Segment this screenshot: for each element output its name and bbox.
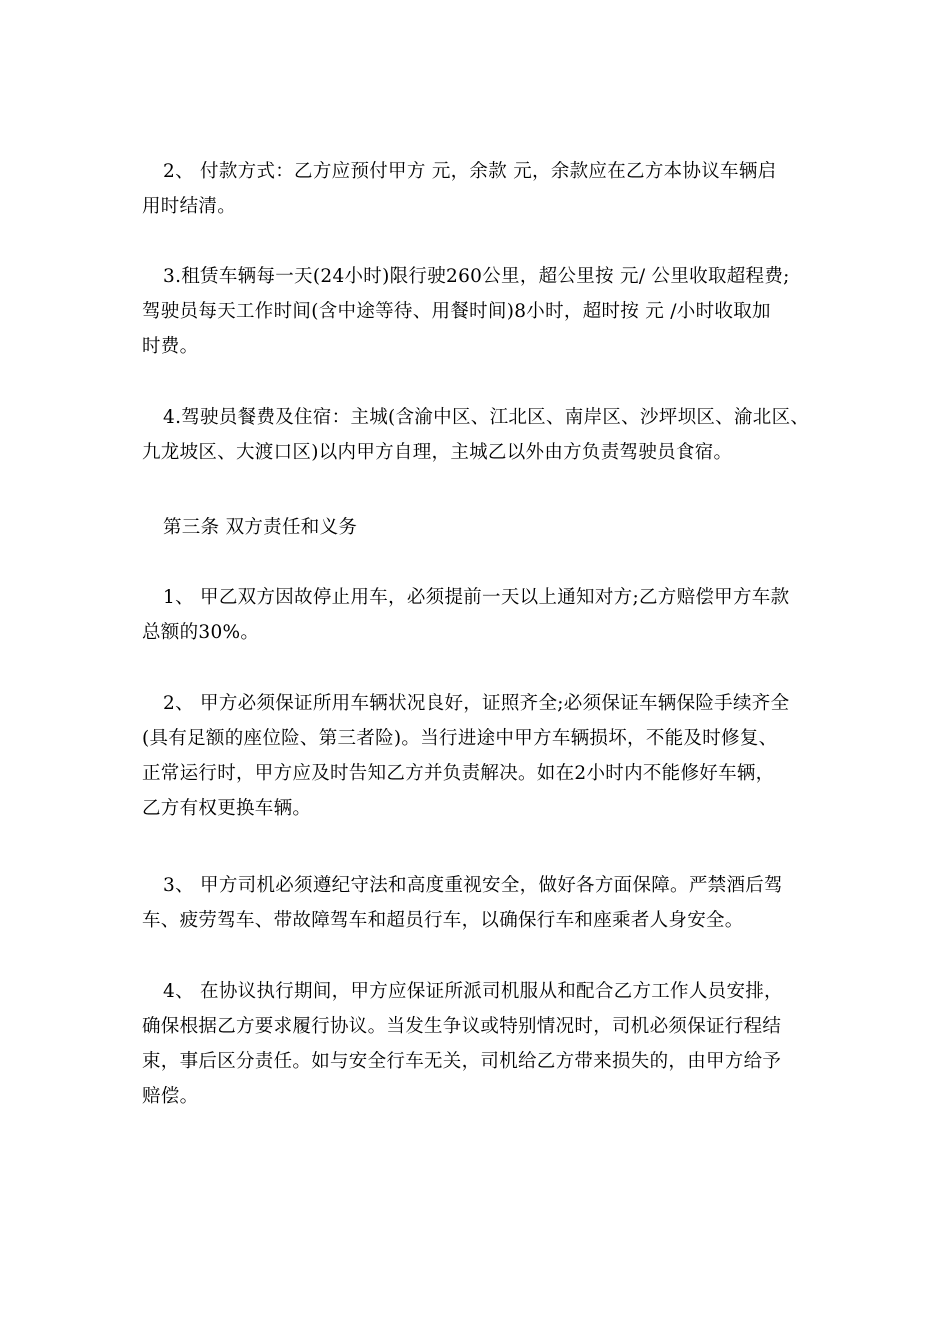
paragraph-payment-method: [142, 154, 832, 224]
paragraph-line: 3、 甲方司机必须遵纪守法和高度重视安全，做好各方面保障。严禁酒后驾: [163, 875, 783, 896]
paragraph-agreement-execution: [142, 974, 832, 1114]
paragraph-line: 驾驶员每天工作时间(含中途等待、用餐时间)8小时，超时按 元 /小时收取加: [142, 301, 771, 322]
paragraph-vehicle-condition: [142, 686, 832, 826]
paragraph-line: 时费。: [142, 336, 199, 357]
section-heading: 第三条 双方责任和义务: [163, 517, 358, 538]
paragraph-mileage-limit: [142, 259, 832, 364]
paragraph-line: 3.租赁车辆每一天(24小时)限行驶260公里，超公里按 元/ 公里收取超程费;: [163, 266, 790, 287]
paragraph-cancellation: [142, 580, 832, 650]
paragraph-line: 车、疲劳驾车、带故障驾车和超员行车，以确保行车和座乘者人身安全。: [142, 910, 744, 931]
paragraph-line: 赔偿。: [142, 1086, 199, 1107]
paragraph-line: 用时结清。: [142, 196, 237, 217]
paragraph-line: 4.驾驶员餐费及住宿：主城(含渝中区、江北区、南岸区、沙坪坝区、渝北区、: [163, 407, 810, 428]
paragraph-line: 4、 在协议执行期间，甲方应保证所派司机服从和配合乙方工作人员安排，: [163, 981, 783, 1002]
paragraph-driver-meals-lodging: [142, 400, 832, 470]
paragraph-line: 九龙坡区、大渡口区)以内甲方自理，主城乙以外由方负责驾驶员食宿。: [142, 442, 733, 463]
paragraph-line: 束，事后区分责任。如与安全行车无关，司机给乙方带来损失的，由甲方给予: [142, 1051, 782, 1072]
paragraph-line: 2、 付款方式：乙方应预付甲方 元，余款 元，余款应在乙方本协议车辆启: [163, 161, 777, 182]
section-heading-responsibilities: [142, 510, 832, 545]
paragraph-line: 乙方有权更换车辆。: [142, 798, 312, 819]
paragraph-line: 确保根据乙方要求履行协议。当发生争议或特别情况时，司机必须保证行程结: [142, 1016, 782, 1037]
paragraph-line: 总额的30%。: [142, 622, 260, 643]
paragraph-line: 2、 甲方必须保证所用车辆状况良好，证照齐全;必须保证车辆保险手续齐全: [163, 693, 790, 714]
paragraph-line: (具有足额的座位险、第三者险)。当行进途中甲方车辆损坏，不能及时修复、: [142, 728, 778, 749]
paragraph-line: 1、 甲乙双方因故停止用车，必须提前一天以上通知对方;乙方赔偿甲方车款: [163, 587, 790, 608]
paragraph-line: 正常运行时，甲方应及时告知乙方并负责解决。如在2小时内不能修好车辆，: [142, 763, 775, 784]
paragraph-driver-safety: [142, 868, 832, 938]
